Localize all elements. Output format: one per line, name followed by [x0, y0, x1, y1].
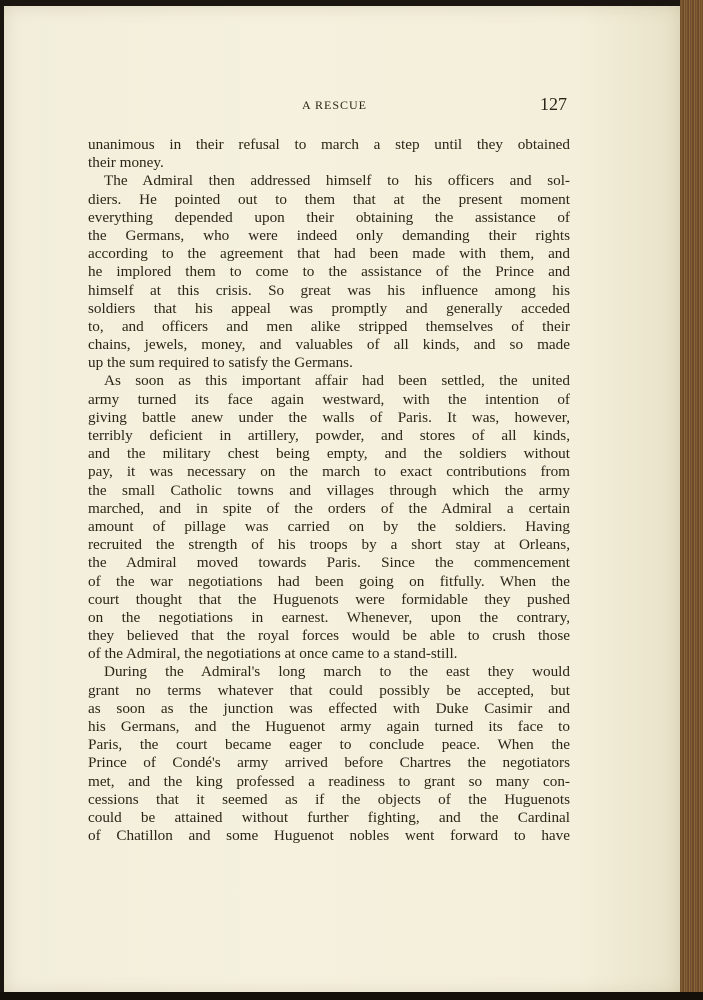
text-line: grant no terms whatever that could possibly be accepted, but [88, 681, 570, 699]
text-line: as soon as the junction was effected with Duke Casimir and [88, 699, 570, 717]
text-line: met, and the king professed a readiness to grant so many con- [88, 772, 570, 790]
text-line: the Admiral moved towards Paris. Since the commencement [88, 554, 570, 572]
text-line: to, and officers and men alike stripped themselves of their [88, 317, 570, 335]
text-line: on the negotiations in earnest. Whenever, upon the contrary, [88, 608, 570, 626]
scan-border [0, 992, 703, 1000]
text-line: army turned its face again westward, with the intention of [88, 390, 570, 408]
running-title: A RESCUE [302, 98, 368, 112]
text-line: recruited the strength of his troops by a short stay at Orleans, [88, 536, 570, 554]
text-line: The Admiral then addressed himself to his officers and sol- [104, 172, 570, 190]
text-line: soldiers that his appeal was promptly and generally acceded [88, 299, 570, 317]
page-edges [680, 0, 703, 1000]
text-line: of Chatillon and some Huguenot nobles went forward to have [88, 827, 570, 845]
text-line: giving battle anew under the walls of Paris. It was, however, [88, 408, 570, 426]
text-line: Paris, the court became eager to conclude peace. When the [88, 736, 570, 754]
text-line: their money. [88, 154, 164, 172]
text-line: and the military chest being empty, and the soldiers without [88, 445, 570, 463]
text-line: During the Admiral's long march to the east they would [104, 663, 570, 681]
text-line: Prince of Condé's army arrived before Chartres the negotiators [88, 754, 570, 772]
text-line: unanimous in their refusal to march a step until they obtained [88, 136, 570, 153]
text-line: everything depended upon their obtaining the assistance of [88, 208, 570, 226]
text-line: himself at this crisis. So great was his influence among his [88, 281, 570, 299]
text-line: terribly deficient in artillery, powder, and stores of all kinds, [88, 427, 570, 444]
text-line: cessions that it seemed as if the objects of the Huguenots [88, 790, 570, 808]
text-line: he implored them to come to the assistance of the Prince and [88, 263, 570, 281]
text-line: the Germans, who were indeed only demanding their rights [88, 226, 570, 244]
text-line: amount of pillage was carried on by the soldiers. Having [88, 517, 570, 535]
text-line: court thought that the Huguenots were formidable they pushed [88, 590, 570, 608]
text-line: could be attained without further fighting, and the Cardinal [88, 808, 570, 826]
text-line: according to the agreement that had been made with them, and [88, 245, 570, 263]
text-line: they believed that the royal forces would be able to crush those [88, 627, 570, 645]
text-line: diers. He pointed out to them that at the present moment [88, 190, 570, 208]
page-number: 127 [540, 94, 567, 114]
text-line: his Germans, and the Huguenot army again turned its face to [88, 718, 570, 735]
text-line: the small Catholic towns and villages through which the army [88, 481, 570, 499]
text-line: marched, and in spite of the orders of the Admiral a certain [88, 499, 570, 517]
text-line: up the sum required to satisfy the Germans. [88, 354, 353, 372]
text-line: of the Admiral, the negotiations at once came to a stand-still. [88, 645, 458, 663]
text-line: chains, jewels, money, and valuables of all kinds, and so made [88, 336, 570, 354]
body-text [88, 136, 570, 845]
page [4, 6, 680, 994]
text-line: pay, it was necessary on the march to exact contributions from [88, 463, 570, 481]
text-line: As soon as this important affair had been settled, the united [104, 372, 570, 390]
text-line: of the war negotiations had been going on fitfully. When the [88, 572, 570, 590]
